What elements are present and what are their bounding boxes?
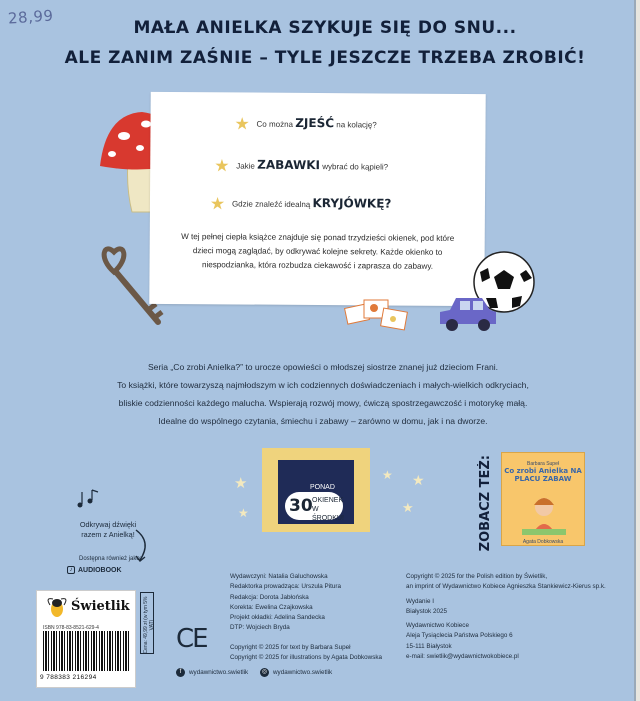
credit-line: Korekta: Ewelina Czajkowska [230, 603, 313, 611]
description-line-3: bliskie codzienności każdego malucha. Wspierają rozwój mowy, ćwiczą spostrzegawczość i motorykę małą. [118, 398, 528, 408]
ce-mark: CE [176, 624, 207, 654]
audiobook-label: AUDIOBOOK [78, 566, 122, 574]
badge-line-2: OKIENEK [312, 497, 344, 504]
audiobook-format [67, 566, 122, 574]
credit-line: Białystok 2025 [406, 607, 447, 615]
cards-illustration [344, 296, 410, 336]
firefly-logo-icon [45, 595, 69, 619]
copyright-line: Copyright © 2025 for illustrations by Agata Dobkowska [230, 654, 382, 662]
credit-line: Redakcja: Dorota Jabłońska [230, 593, 309, 601]
star-icon: ★ [382, 468, 393, 482]
credit-line: Projekt okładki: Adelina Sandecka [230, 614, 325, 622]
star-icon: ★ [402, 500, 414, 515]
credit-line: Aleja Tysiąclecia Państwa Polskiego 6 [406, 632, 513, 640]
star-icon: ★ [234, 475, 248, 492]
badge-line-1: PONAD [310, 484, 335, 491]
credit-line: DTP: Wojciech Bryda [230, 624, 290, 632]
star-icon: ★ [214, 156, 230, 176]
star-icon: ★ [209, 194, 226, 214]
audio-hint-line-1: Odkrywaj dźwięki [79, 520, 137, 529]
question-1-emph: ZJEŚĆ [295, 115, 335, 131]
question-2-post: wybrać do kąpieli? [322, 162, 389, 172]
instagram-icon: ◎ [261, 669, 268, 675]
see-also-label: ZOBACZ TEŻ: [478, 455, 493, 552]
audio-hint-line-2: razem z Anielką! [81, 530, 135, 539]
credit-line: Copyright © 2025 for the Polish edition by Świetlik, [406, 573, 548, 580]
series-description [40, 358, 606, 430]
music-note-icon [76, 488, 102, 512]
credits-right [406, 572, 606, 662]
handwritten-price: 28,99 [7, 6, 55, 28]
headline-line-1: MAŁA ANIELKA SZYKUJE SIĘ DO SNU... [133, 18, 517, 38]
facebook-handle: wydawnictwo.swietlik [189, 669, 249, 676]
barcode-card [36, 590, 136, 688]
mini-book-illustrator: Agata Dobkowska [522, 539, 564, 545]
mini-book-author: Barbara Supeł [527, 461, 559, 467]
badge-line-3: W ŚRODKU! [312, 506, 344, 522]
windows-count: 30 [289, 496, 313, 516]
barcode [43, 631, 131, 671]
mini-book-illustration [520, 493, 568, 537]
copyright-line: Copyright © 2025 for text by Barbara Supeł [230, 644, 351, 651]
headline-line-2: ALE ZANIM ZAŚNIE – TYLE JESZCZE TRZEBA ZROBIĆ! [64, 48, 586, 68]
barcode-number: 9 788383 216294 [40, 674, 97, 681]
description-line-1: Seria „Co zrobi Anielka?” to urocze opowieści o młodszej siostrze znanej już dzieciom Frani. [147, 362, 499, 372]
description-line-2: To książki, które towarzyszą najmłodszym w ich codziennych doświadczeniach i małych-wielkich odkryciach, [117, 380, 529, 390]
question-1 [234, 114, 376, 135]
toy-car-illustration [436, 294, 500, 334]
price-label: Cena: 49,99 zł (w tym 5% VAT) [143, 596, 155, 654]
publisher-logo: Świetlik [71, 599, 130, 614]
credit-line: 15-111 Białystok [406, 642, 452, 650]
credit-line: Redaktorka prowadząca: Urszula Pitura [230, 583, 341, 591]
star-icon: ★ [238, 506, 249, 520]
panel-description: W tej pełnej ciepła książce znajduje się ponad trzydzieści okienek, pod które dzieci mogą zaglądać, by odkrywać kolejne sekrety. Każde okienko to niespodzianka, która rozbudza ciekawość i zaprasza do zabawy. [181, 232, 455, 271]
question-2-pre: Jakie [236, 161, 255, 171]
question-3 [210, 194, 392, 215]
star-icon: ★ [412, 472, 425, 488]
star-icon: ★ [234, 114, 250, 134]
credit-line: Wydawnictwo Kobiece [406, 622, 469, 630]
credit-line: an imprint of Wydawnictwo Kobiece Agnieszka Stankiewicz-Kierus sp.k. [406, 583, 606, 591]
instagram-link[interactable] [260, 668, 332, 677]
mini-book-title: Co zrobi Anielka NA PLACU ZABAW [504, 467, 582, 483]
audio-also-available: Dostępna również jako: [79, 556, 142, 562]
description-line-4: Idealne do wspólnego czytania, śmiechu i zabawy – zarówno w domu, jak i na dworze. [158, 416, 488, 426]
info-panel [149, 92, 485, 306]
credit-line: Wydawczyni: Natalia Galuchowska [230, 573, 328, 580]
copyright-left [230, 643, 382, 664]
credit-line: e-mail: swietlik@wydawnictwokobiece.pl [406, 653, 519, 661]
see-also-book-cover [501, 452, 585, 546]
facebook-icon: f [176, 668, 185, 677]
question-2 [214, 156, 388, 177]
price-label-box [140, 592, 154, 654]
credit-line: Wydanie I [406, 597, 434, 605]
question-3-pre: Gdzie znaleźć idealną [231, 199, 311, 210]
headphones-icon: ♪ [67, 566, 75, 574]
isbn: ISBN 978-83-8521-629-4 [43, 625, 99, 631]
question-1-post: na kolację? [336, 120, 377, 130]
question-2-emph: ZABAWKI [257, 157, 321, 173]
instagram-handle: wydawnictwo.swietlik [273, 669, 333, 676]
credits-left [230, 572, 341, 634]
question-1-pre: Co można [256, 119, 294, 129]
question-3-emph: KRYJÓWKĘ? [312, 196, 392, 211]
facebook-link[interactable] [176, 668, 248, 677]
